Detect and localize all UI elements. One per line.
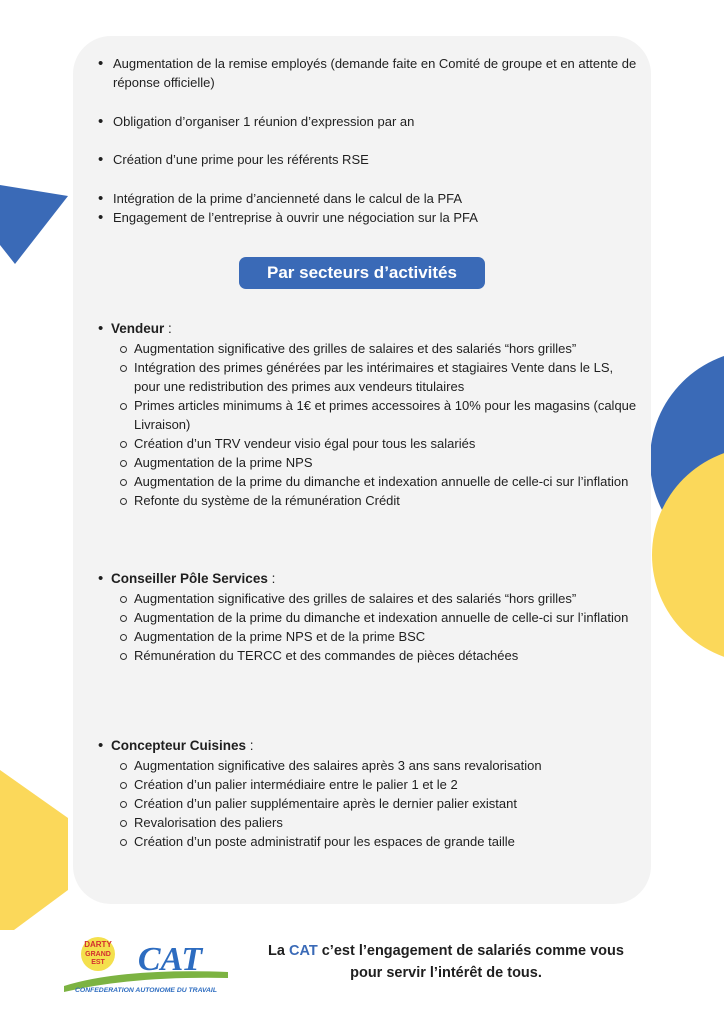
section-name: Conseiller Pôle Services [111,571,268,586]
section-suffix: : [246,738,254,753]
footer-line2: pour servir l’intérêt de tous. [350,965,542,981]
list-item: Création d’un poste administratif pour les espaces de grande taille [98,832,638,851]
sub-list [98,756,638,851]
list-item: • Engagement de l’entreprise à ouvrir une négociation sur la PFA [98,208,638,227]
section-name: Concepteur Cuisines [111,738,247,753]
sub-list [98,589,638,665]
list-item: Augmentation de la prime NPS et de la prime BSC [98,627,638,646]
footer-accent: CAT [288,943,318,959]
list-item: Augmentation de la prime du dimanche et indexation annuelle de celle-ci sur l’inflation [98,608,638,627]
footer-text-part: La [268,943,289,959]
logo-mark: CAT [137,941,203,978]
list-item: Revalorisation des paliers [98,813,638,832]
cat-darty-logo [62,932,230,996]
logo-badge-line2: GRAND [85,951,111,958]
footer-slogan [236,940,656,984]
section-suffix: : [164,321,172,336]
list-item: • Augmentation de la remise employés (demande faite en Comité de groupe et en attente de réponse officielle) [98,54,638,92]
section-suffix: : [267,571,276,586]
list-item: Intégration des primes générées par les intérimaires et stagiaires Vente dans le LS, pour une redistribution des primes aux vendeurs titulaires [98,358,638,396]
list-item: Primes articles minimums à 1€ et primes accessoires à 10% pour les magasins (calque Livraison) [98,396,638,434]
decorative-blue-triangle [0,0,70,270]
logo-badge-line1: DARTY [84,940,112,949]
list-item: Rémunération du TERCC et des commandes de pièces détachées [98,646,638,665]
section-name: Vendeur [111,321,165,336]
list-item: Augmentation significative des grilles de salaires et des salariés “hors grilles” [98,339,638,358]
list-item: Augmentation de la prime NPS [98,453,638,472]
list-item: Création d’un palier intermédiaire entre le palier 1 et le 2 [98,775,638,794]
list-item: • Obligation d’organiser 1 réunion d’expression par an [98,112,638,131]
section-heading [98,319,638,339]
list-item: Création d’un TRV vendeur visio égal pour tous les salariés [98,434,638,453]
section-heading [98,569,638,589]
list-item: Augmentation significative des salaires après 3 ans sans revalorisation [98,756,638,775]
section-title-badge: Par secteurs d’activités [239,257,485,289]
list-item: Augmentation de la prime du dimanche et indexation annuelle de celle-ci sur l’inflation [98,472,638,491]
list-item: • Création d’une prime pour les référents RSE [98,150,638,169]
logo-tagline: CONFEDERATION AUTONOME DU TRAVAIL [75,987,217,994]
section-concepteur-cuisines [98,736,638,851]
list-item: Création d’un palier supplémentaire après le dernier palier existant [98,794,638,813]
footer-line1 [236,940,656,962]
list-item: Augmentation significative des grilles de salaires et des salariés “hors grilles” [98,589,638,608]
logo-badge-line3: EST [91,959,105,966]
footer-text-part: c’est l’engagement de salariés comme vous [317,943,624,959]
section-vendeur [98,319,638,510]
list-item: • Intégration de la prime d’ancienneté dans le calcul de la PFA [98,189,638,208]
list-item: Refonte du système de la rémunération Crédit [98,491,638,510]
sub-list [98,339,638,510]
section-conseiller-pole-services [98,569,638,665]
section-heading [98,736,638,756]
